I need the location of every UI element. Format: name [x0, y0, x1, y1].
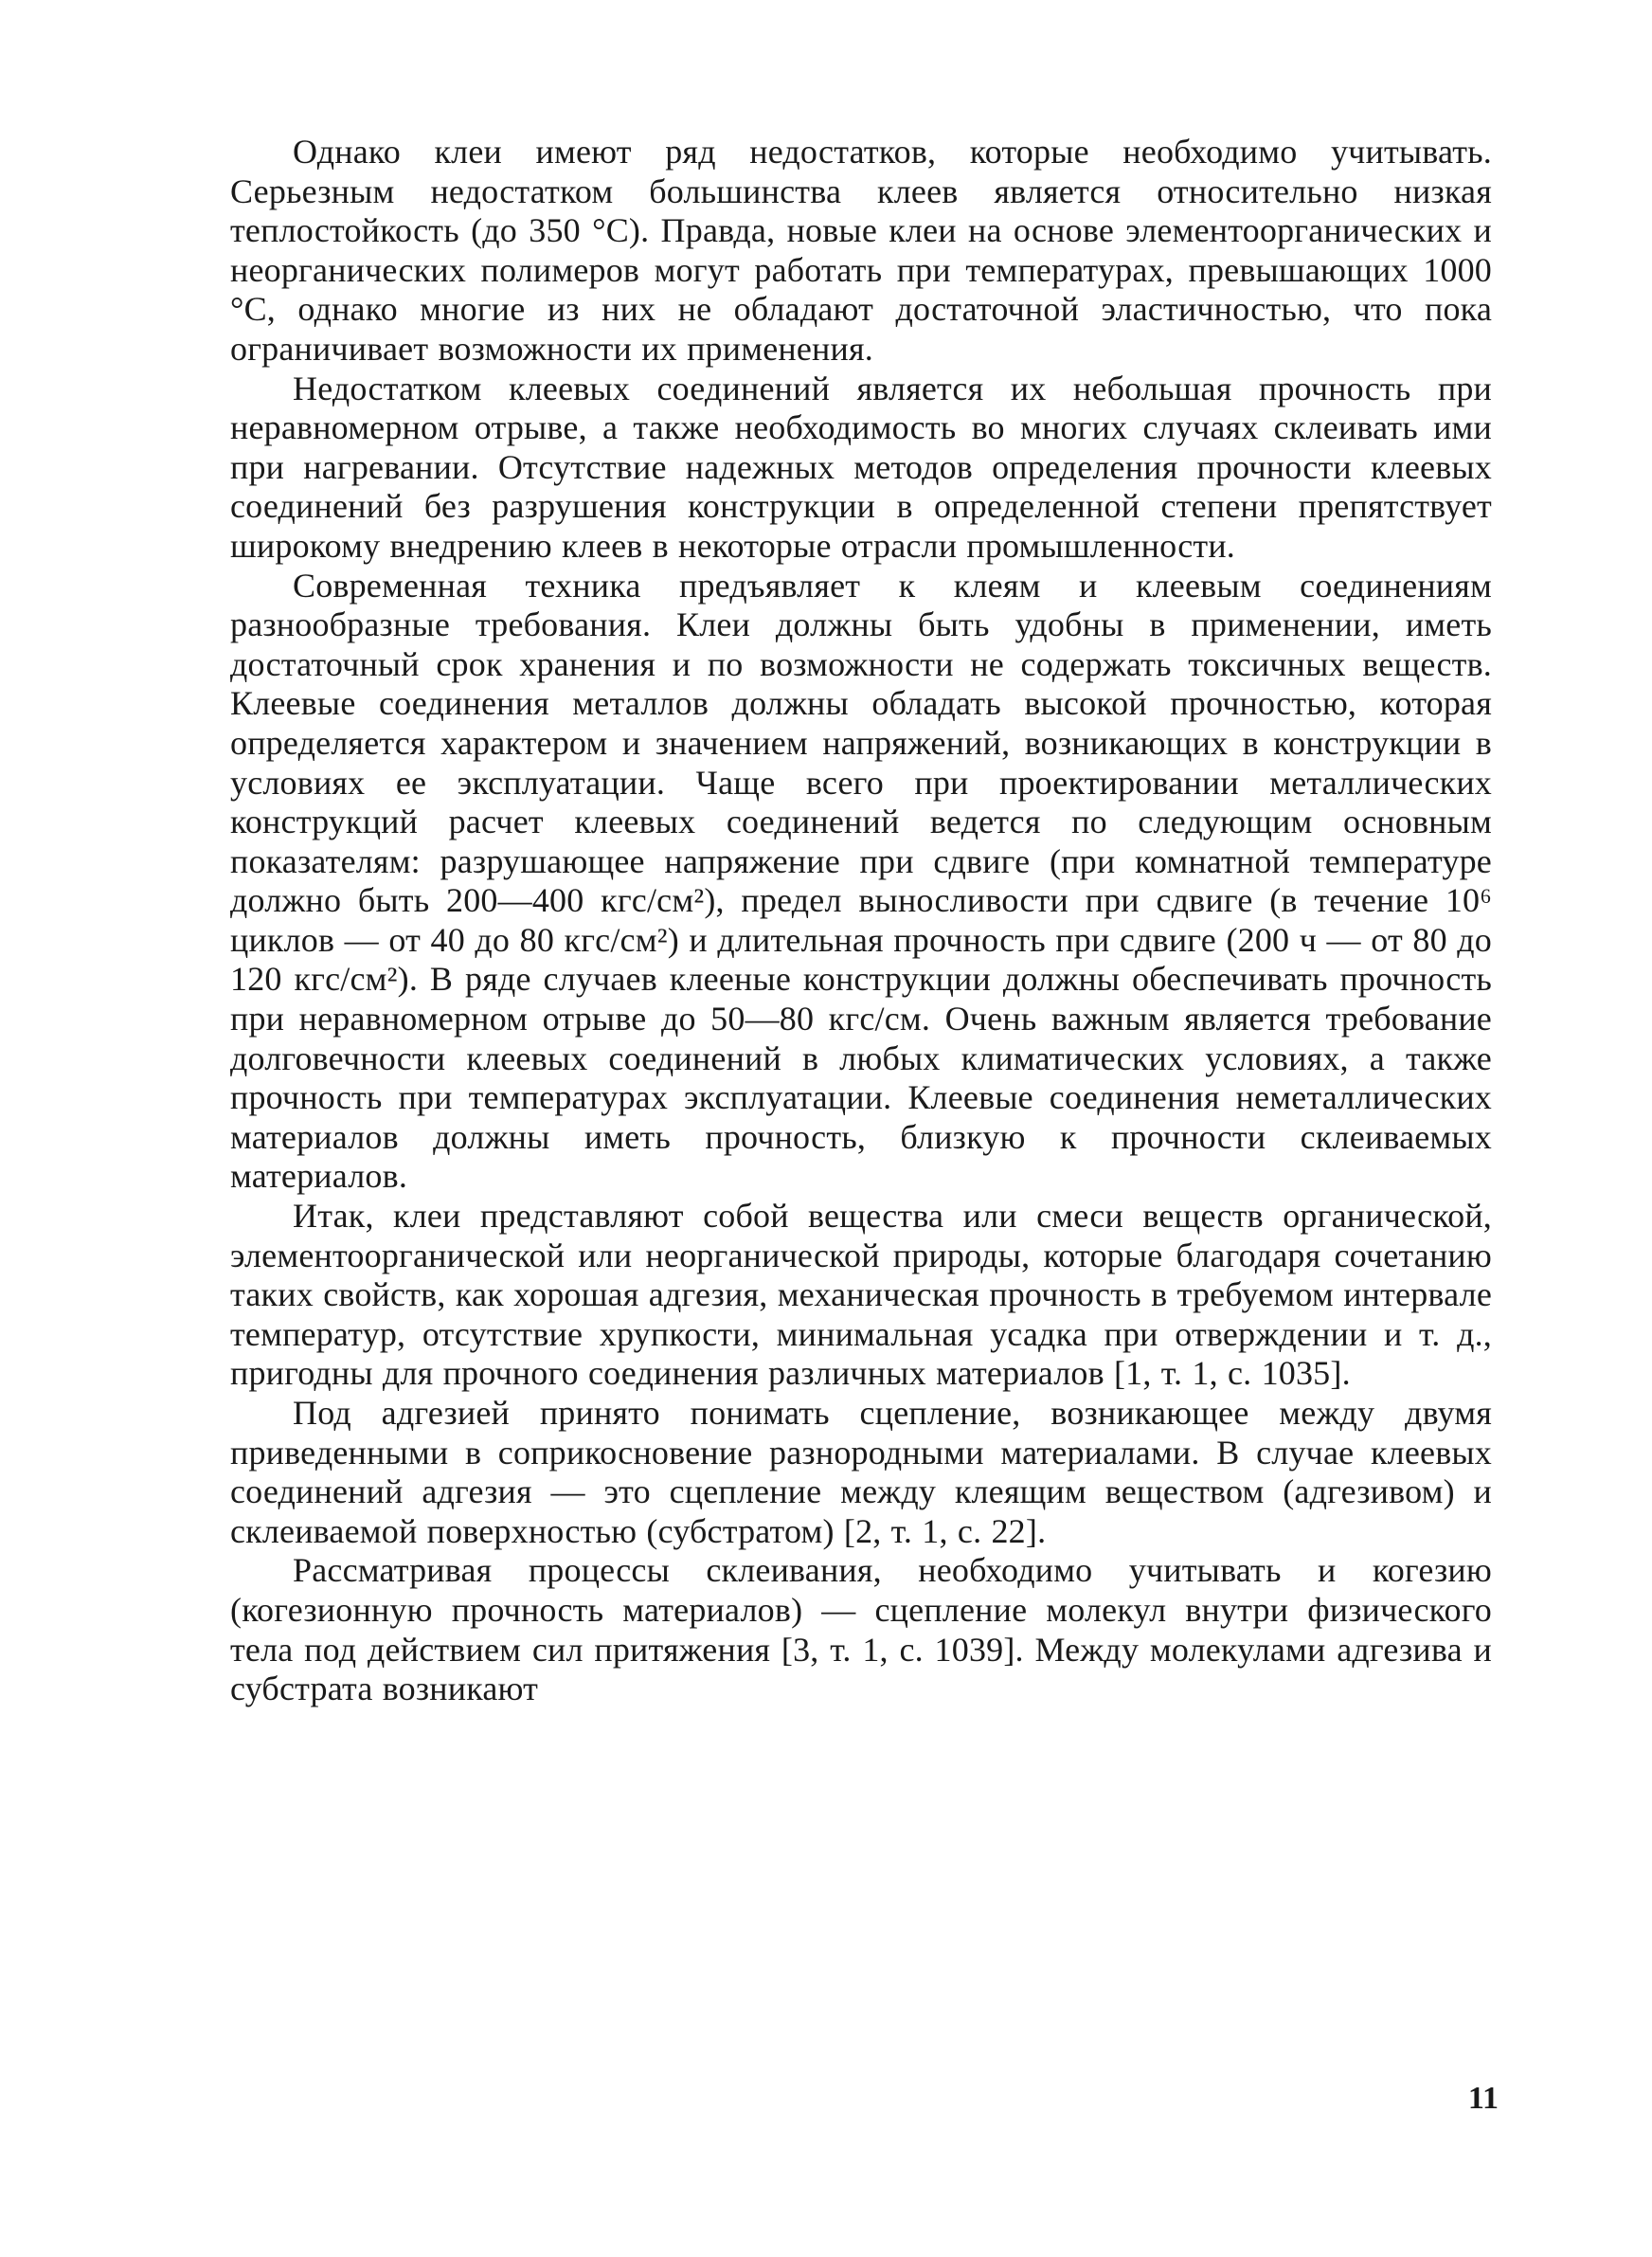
paragraph-4: Итак, клеи представляют собой вещества или смеси веществ органической, элементоорганической или неорганической природы, которые благодаря сочетанию таких свойств, как хорошая адгезия, механическая прочность в требуемом интервале температур, отсутствие хрупкости, минимальная усадка при отверждении и т. д., пригодны для прочного соединения различных материалов [1, т. 1, с. 1035].	[230, 1197, 1492, 1393]
paragraph-2: Недостатком клеевых соединений является их небольшая прочность при неравномерном отрыве, а также необходимость во многих случаях склеивать ими при нагревании. Отсутствие надежных методов определения прочности клеевых соединений без разрушения конструкции в определенной степени препятствует широкому внедрению клеев в некоторые отрасли промышленности.	[230, 369, 1492, 565]
paragraph-3: Современная техника предъявляет к клеям и клеевым соединениям разнообразные требования. Клеи должны быть удобны в применении, иметь достаточный срок хранения и по возможности не содержать токсичных веществ. Клеевые соединения металлов должны обладать высокой прочностью, которая определяется характером и значением напряжений, возникающих в конструкции в условиях ее эксплуатации. Чаще всего при проектировании металлических конструкций расчет клеевых соединений ведется по следующим основным показателям: разрушающее напряжение при сдвиге (при комнатной температуре должно быть 200—400 кгс/см²), предел выносливости при сдвиге (в течение 10⁶ циклов — от 40 до 80 кгс/см²) и длительная прочность при сдвиге (200 ч — от 80 до 120 кгс/см²). В ряде случаев клееные конструкции должны обеспечивать прочность при неравномерном отрыве до 50—80 кгс/см. Очень важным является требование долговечности клеевых соединений в любых климатических условиях, а также прочность при температурах эксплуатации. Клеевые соединения неметаллических материалов должны иметь прочность, близкую к прочности склеиваемых материалов.	[230, 566, 1492, 1196]
paragraph-6: Рассматривая процессы склеивания, необходимо учитывать и когезию (когезионную прочность материалов) — сцепление молекул внутри физического тела под действием сил притяжения [3, т. 1, с. 1039]. Между молекулами адгезива и субстрата возникают	[230, 1551, 1492, 1708]
paragraph-1: Однако клеи имеют ряд недостатков, которые необходимо учитывать. Серьезным недостатком большинства клеев является относительно низкая теплостойкость (до 350 °С). Правда, новые клеи на основе элементоорганических и неорганических полимеров могут работать при температурах, превышающих 1000 °С, однако многие из них не обладают достаточной эластичностью, что пока ограничивает возможности их применения.	[230, 133, 1492, 368]
page-body	[230, 133, 1492, 1709]
page-number: 11	[1467, 2081, 1499, 2116]
paragraph-5: Под адгезией принято понимать сцепление, возникающее между двумя приведенными в соприкосновение разнородными материалами. В случае клеевых соединений адгезия — это сцепление между клеящим веществом (адгезивом) и склеиваемой поверхностью (субстратом) [2, т. 1, с. 22].	[230, 1394, 1492, 1550]
